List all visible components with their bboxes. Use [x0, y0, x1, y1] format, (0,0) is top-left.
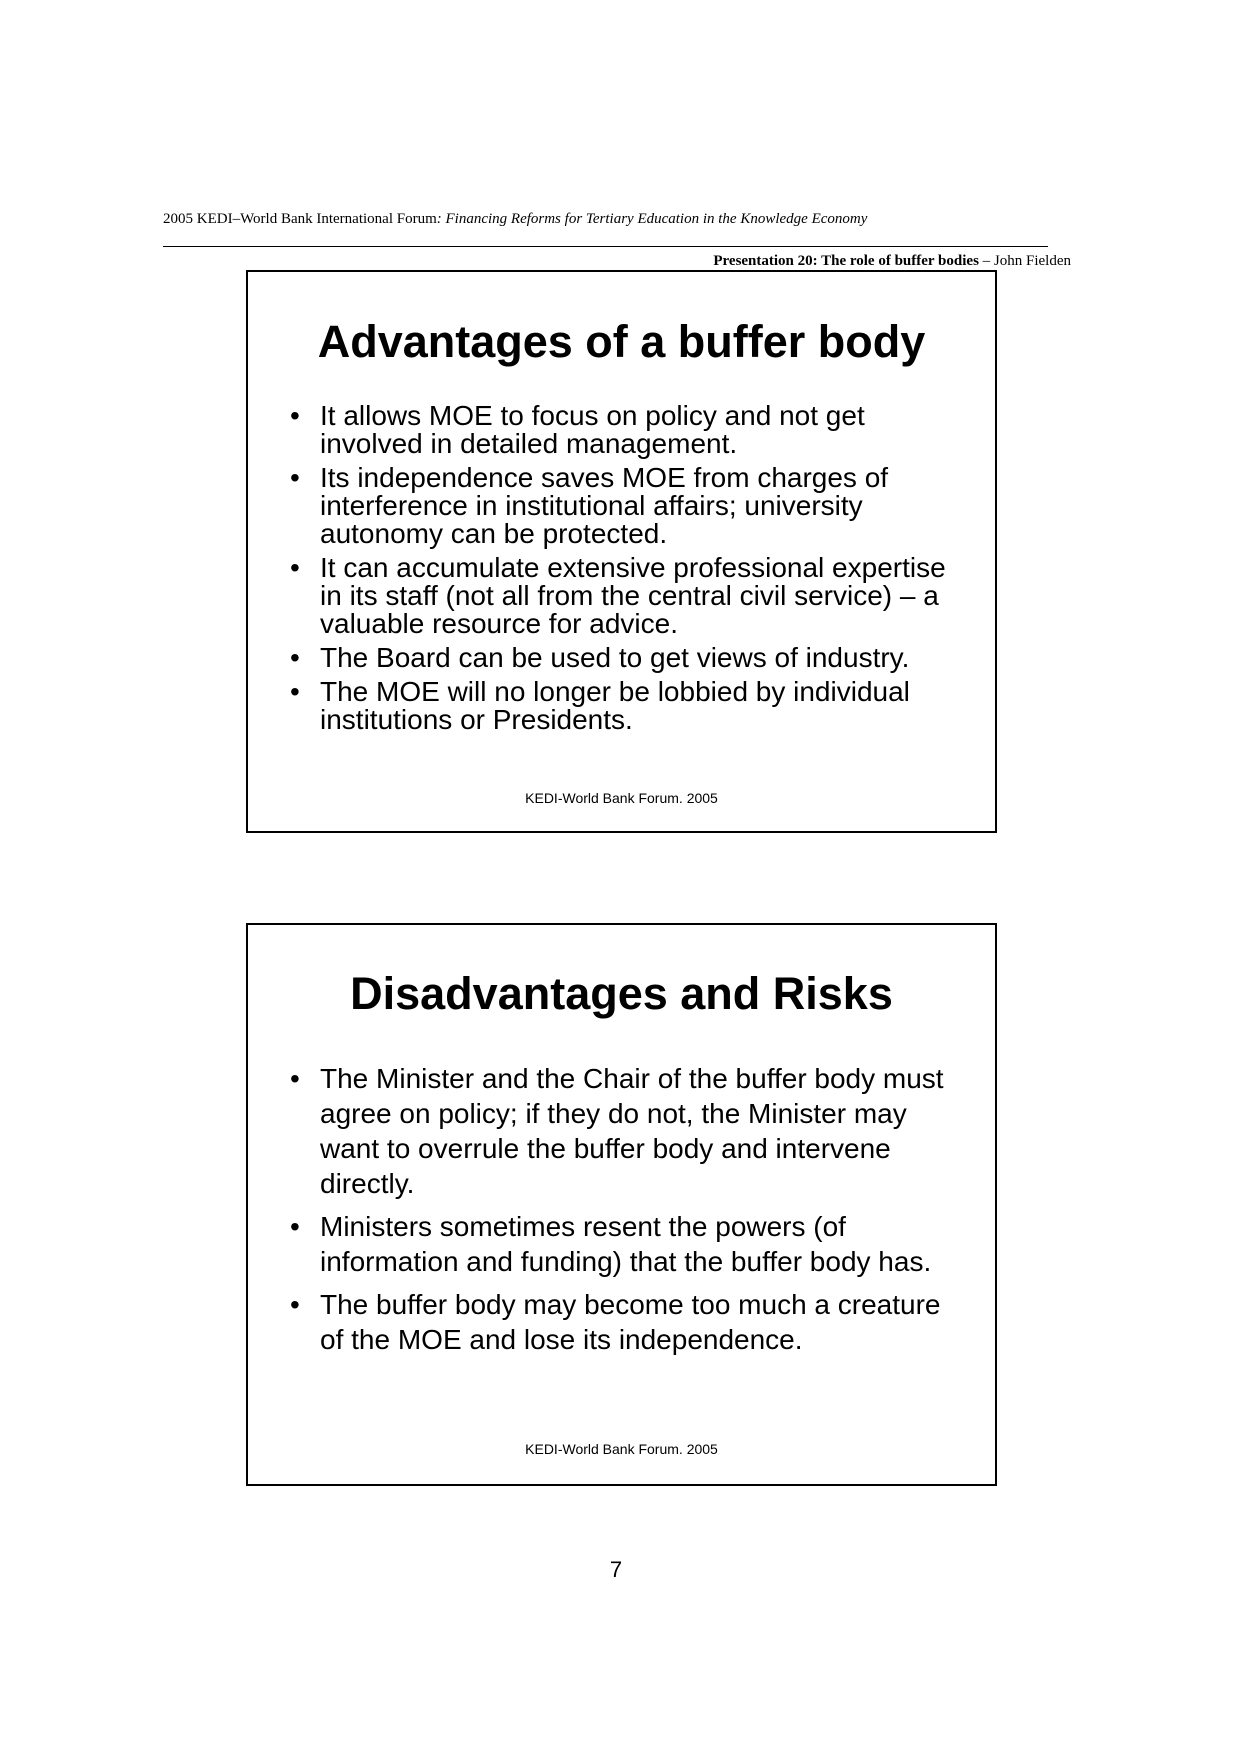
forum-subtitle: : Financing Reforms for Tertiary Education in the Knowledge Economy — [436, 211, 868, 227]
forum-name: 2005 KEDI–World Bank International Forum — [163, 211, 437, 227]
slide-footer: KEDI-World Bank Forum. 2005 — [525, 790, 718, 806]
bullet-item — [290, 1209, 955, 1279]
bullet-icon: • — [290, 400, 300, 431]
bullet-icon: • — [290, 1063, 300, 1094]
bullet-icon: • — [290, 552, 300, 583]
slide-disadvantages — [246, 923, 997, 1486]
presentation-subheader — [713, 253, 1071, 270]
bullet-icon: • — [290, 1289, 300, 1320]
page-number: 7 — [609, 1557, 623, 1582]
bullet-icon: • — [290, 642, 300, 673]
bullet-item — [290, 464, 955, 548]
header-divider — [163, 246, 1048, 247]
slide-advantages — [246, 270, 997, 833]
bullet-icon: • — [290, 462, 300, 493]
slide-title: Advantages of a buffer body — [317, 316, 926, 367]
bullet-text: It can accumulate extensive professional expertise in its staff (not all from the central civil service) – a valuable resource for advice. — [320, 552, 946, 639]
bullet-item — [290, 554, 955, 638]
bullet-text: The buffer body may become too much a creature of the MOE and lose its independence. — [320, 1289, 941, 1355]
bullet-item — [290, 644, 955, 672]
bullet-text: Its independence saves MOE from charges of interference in institutional affairs; university autonomy can be protected. — [320, 462, 889, 549]
bullet-text: The Board can be used to get views of industry. — [320, 642, 910, 673]
bullet-list — [290, 1061, 955, 1365]
bullet-text: It allows MOE to focus on policy and not get involved in detailed management. — [320, 400, 865, 459]
slide-title: Disadvantages and Risks — [350, 968, 893, 1019]
bullet-text: Ministers sometimes resent the powers (of information and funding) that the buffer body has. — [320, 1211, 932, 1277]
bullet-text: The MOE will no longer be lobbied by individual institutions or Presidents. — [320, 676, 910, 735]
bullet-text: The Minister and the Chair of the buffer body must agree on policy; if they do not, the Minister may want to overrule the buffer body and intervene directly. — [320, 1063, 944, 1199]
presentation-title: Presentation 20: The role of buffer bodies — [713, 253, 979, 269]
bullet-item — [290, 678, 955, 734]
slide-footer: KEDI-World Bank Forum. 2005 — [525, 1441, 718, 1457]
bullet-list — [290, 402, 955, 740]
bullet-icon: • — [290, 676, 300, 707]
bullet-item — [290, 1061, 955, 1201]
presentation-author: – John Fielden — [978, 253, 1071, 269]
bullet-item — [290, 1287, 955, 1357]
document-header — [163, 211, 867, 228]
bullet-icon: • — [290, 1211, 300, 1242]
bullet-item — [290, 402, 955, 458]
